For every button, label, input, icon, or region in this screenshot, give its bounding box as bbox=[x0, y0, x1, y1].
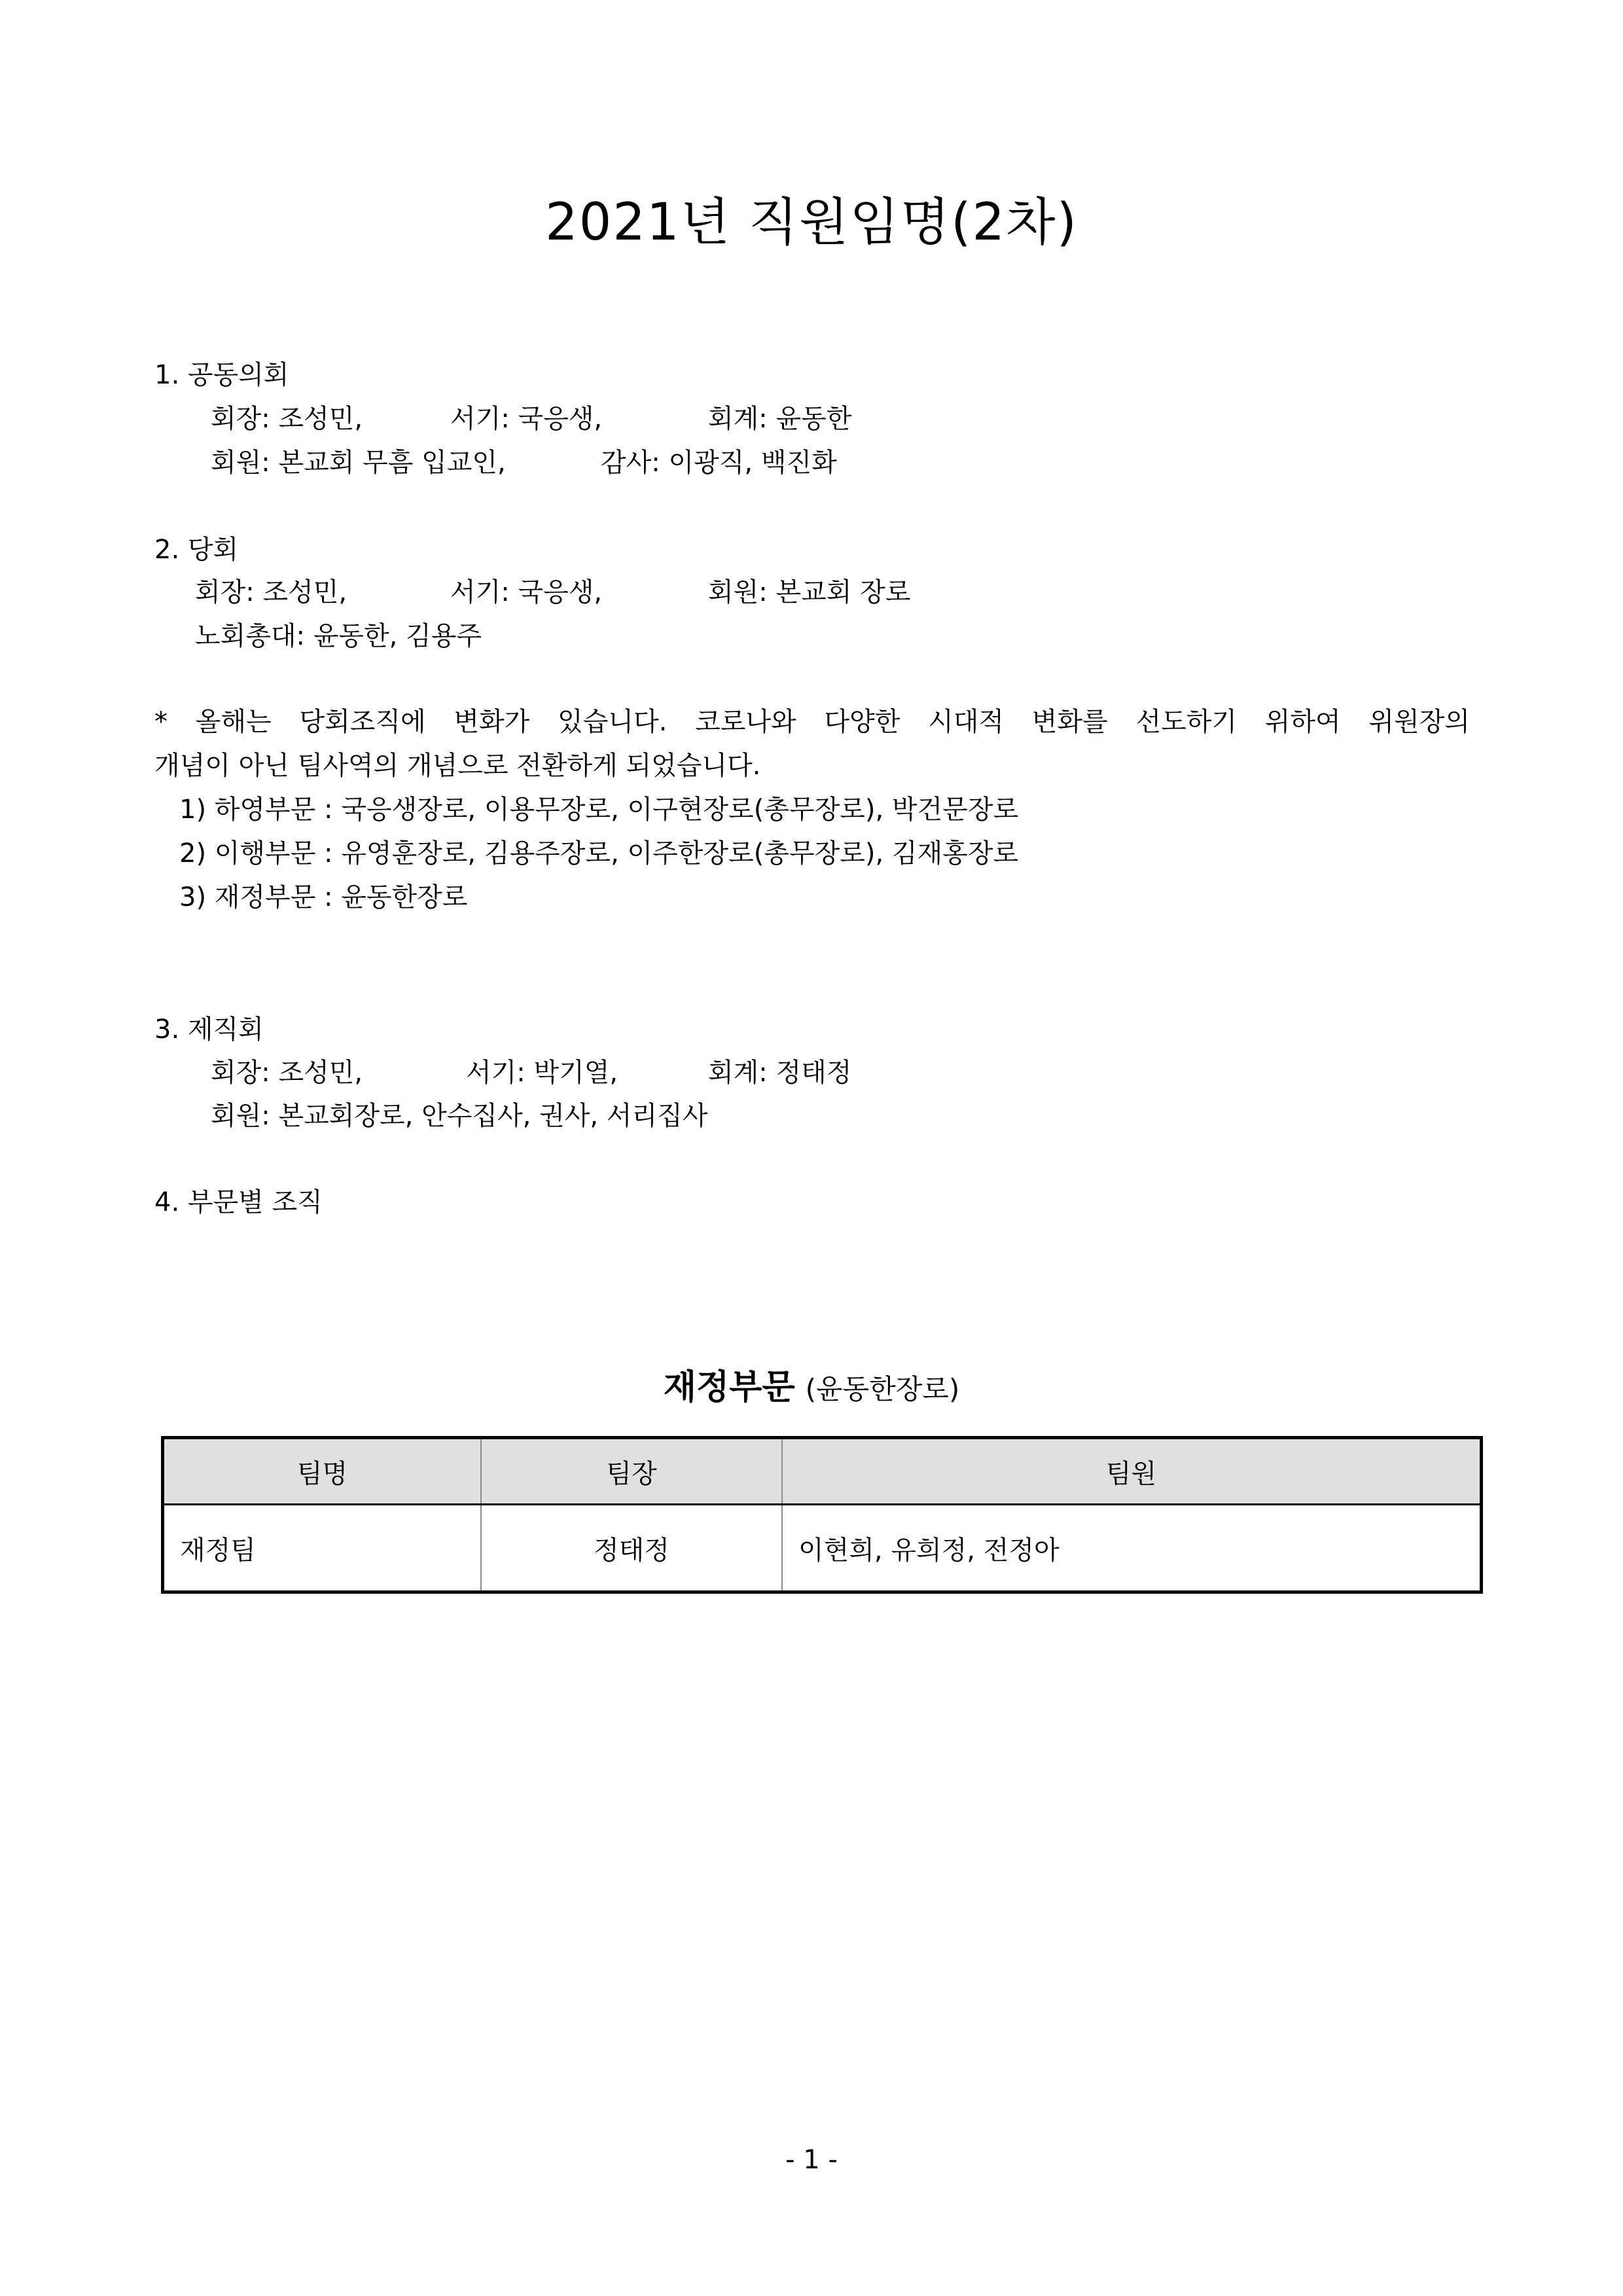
cell-team-lead: 정태정 bbox=[481, 1505, 782, 1592]
section-1-treasurer: 회계: 윤동한 bbox=[708, 404, 852, 434]
section-1-heading: 1. 공동의회 bbox=[154, 360, 289, 390]
cell-team-members: 이현희, 유희정, 전정아 bbox=[782, 1505, 1482, 1592]
section-1-members: 회원: 본교회 무흠 입교인, bbox=[211, 448, 506, 478]
section-2-chair: 회장: 조성민, bbox=[195, 577, 348, 607]
page-number: - 1 - bbox=[785, 2145, 838, 2175]
table-header-row bbox=[163, 1438, 1482, 1505]
finance-section-title bbox=[0, 1365, 1623, 1412]
table-row bbox=[163, 1505, 1482, 1592]
cell-team-name: 재정팀 bbox=[163, 1505, 482, 1592]
section-3-heading: 3. 제직회 bbox=[154, 1014, 264, 1045]
section-2-delegates: 노회총대: 윤동한, 김용주 bbox=[195, 621, 482, 651]
page-title: 2021년 직원임명(2차) bbox=[545, 193, 1078, 252]
note-item-2: 2) 이행부문 : 유영훈장로, 김용주장로, 이주한장로(총무장로), 김재홍장로 bbox=[179, 838, 1019, 869]
section-3-members: 회원: 본교회장로, 안수집사, 권사, 서리집사 bbox=[211, 1101, 708, 1131]
section-2-secretary: 서기: 국응생, bbox=[450, 577, 603, 607]
section-1-secretary: 서기: 국응생, bbox=[450, 404, 603, 434]
header-team-members: 팀원 bbox=[782, 1438, 1482, 1505]
section-3-treasurer: 회계: 정태정 bbox=[708, 1058, 852, 1088]
header-team-lead: 팀장 bbox=[481, 1438, 782, 1505]
section-2-members: 회원: 본교회 장로 bbox=[708, 577, 911, 607]
note-item-1: 1) 하영부문 : 국응생장로, 이용무장로, 이구현장로(총무장로), 박건문장로 bbox=[179, 795, 1019, 825]
note-line-2: 개념이 아닌 팀사역의 개념으로 전환하게 되었습니다. bbox=[154, 751, 761, 781]
finance-section-lead: (윤동한장로) bbox=[805, 1373, 960, 1405]
section-1-chair: 회장: 조성민, bbox=[211, 404, 363, 434]
note-item-3: 3) 재정부문 : 윤동한장로 bbox=[179, 882, 468, 912]
header-team-name: 팀명 bbox=[163, 1438, 482, 1505]
section-3-chair: 회장: 조성민, bbox=[211, 1058, 363, 1088]
section-4-heading: 4. 부문별 조직 bbox=[154, 1187, 323, 1217]
section-3-secretary: 서기: 박기열, bbox=[466, 1058, 618, 1088]
section-2-heading: 2. 당회 bbox=[154, 535, 239, 565]
section-1-auditors: 감사: 이광직, 백진화 bbox=[601, 448, 837, 478]
finance-section-name: 재정부문 bbox=[663, 1368, 795, 1407]
finance-team-table bbox=[161, 1436, 1483, 1594]
note-line-1: * 올해는 당회조직에 변화가 있습니다. 코로나와 다양한 시대적 변화를 선도하기 위하여 위원장의 bbox=[154, 707, 1470, 737]
